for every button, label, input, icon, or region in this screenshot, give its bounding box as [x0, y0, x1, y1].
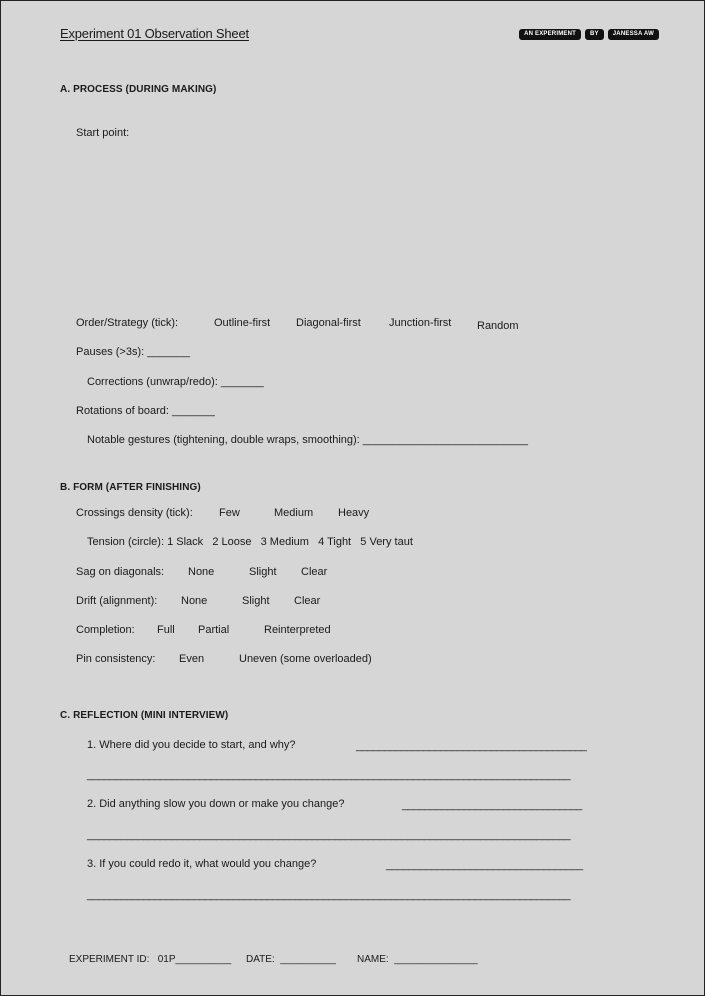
section-a-heading: A. PROCESS (DURING MAKING)	[60, 84, 217, 95]
drift-option-none[interactable]: None	[181, 595, 208, 607]
completion-option-full[interactable]: Full	[157, 624, 175, 636]
sag-option-slight[interactable]: Slight	[249, 566, 277, 578]
start-point-label: Start point:	[76, 127, 130, 139]
section-b-heading: B. FORM (AFTER FINISHING)	[60, 482, 201, 493]
completion-option-reinterpreted[interactable]: Reinterpreted	[264, 624, 331, 636]
completion-option-partial[interactable]: Partial	[198, 624, 230, 636]
order-option-random[interactable]: Random	[477, 320, 519, 332]
pin-option-even[interactable]: Even	[179, 653, 205, 665]
order-option-outline[interactable]: Outline-first	[214, 317, 271, 329]
tension-scale-text: Tension (circle): 1 Slack 2 Loose 3 Medium 4 Tight 5 Very taut	[87, 536, 413, 548]
answer-2-line[interactable]: ________________________________	[402, 799, 582, 811]
pin-consistency-label: Pin consistency:	[76, 653, 156, 665]
date-field[interactable]: DATE: __________	[246, 954, 336, 965]
question-1: 1. Where did you decide to start, and why?	[87, 739, 296, 751]
order-option-diagonal[interactable]: Diagonal-first	[296, 317, 361, 329]
answer-3-line[interactable]: ___________________________________	[386, 859, 583, 871]
crossings-option-few[interactable]: Few	[219, 507, 240, 519]
tension-scale[interactable]	[87, 535, 413, 549]
answer-1-line[interactable]: _________________________________________	[356, 740, 587, 752]
question-2: 2. Did anything slow you down or make you change?	[87, 798, 345, 810]
badge-author: JANESSA AW	[608, 29, 659, 40]
badge-by: BY	[585, 29, 604, 40]
question-3: 3. If you could redo it, what would you change?	[87, 858, 317, 870]
drift-label: Drift (alignment):	[76, 595, 158, 607]
corrections-field[interactable]: Corrections (unwrap/redo): _______	[87, 376, 264, 388]
order-option-junction[interactable]: Junction-first	[389, 317, 452, 329]
badge-an-experiment: AN EXPERIMENT	[519, 29, 581, 40]
pin-option-uneven[interactable]: Uneven (some overloaded)	[239, 653, 372, 665]
pauses-field[interactable]: Pauses (>3s): _______	[76, 346, 191, 358]
drift-option-slight[interactable]: Slight	[242, 595, 270, 607]
answer-1-line-full[interactable]: ______________________________________________________________________________________	[87, 769, 571, 781]
crossings-label: Crossings density (tick):	[76, 507, 193, 519]
crossings-option-medium[interactable]: Medium	[274, 507, 314, 519]
completion-label: Completion:	[76, 624, 135, 636]
header-badges	[519, 29, 659, 40]
sag-option-clear[interactable]: Clear	[301, 566, 328, 578]
answer-2-line-full[interactable]: ______________________________________________________________________________________	[87, 829, 571, 841]
sag-option-none[interactable]: None	[188, 566, 215, 578]
crossings-option-heavy[interactable]: Heavy	[338, 507, 370, 519]
order-strategy-label: Order/Strategy (tick):	[76, 317, 179, 329]
sag-label: Sag on diagonals:	[76, 566, 165, 578]
page-title: Experiment 01 Observation Sheet	[60, 26, 249, 41]
rotations-field[interactable]: Rotations of board: _______	[76, 405, 215, 417]
gestures-field[interactable]: Notable gestures (tightening, double wraps, smoothing): ___________________________	[87, 434, 528, 446]
drift-option-clear[interactable]: Clear	[294, 595, 321, 607]
answer-3-line-full[interactable]: ______________________________________________________________________________________	[87, 889, 571, 901]
name-field[interactable]: NAME: _______________	[357, 954, 478, 965]
section-c-heading: C. REFLECTION (MINI INTERVIEW)	[60, 710, 229, 721]
experiment-id-field[interactable]: EXPERIMENT ID: 01P__________	[69, 954, 232, 965]
